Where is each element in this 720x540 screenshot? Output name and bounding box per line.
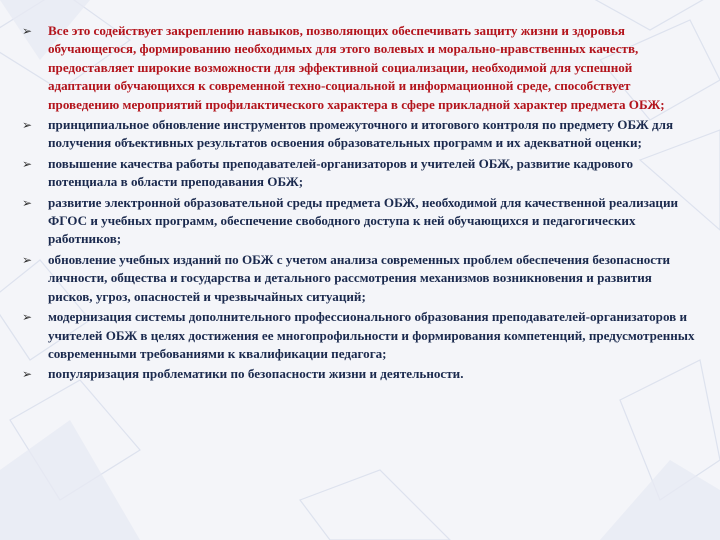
bullet-text: повышение качества работы преподавателей-организаторов и учителей ОБЖ, развитие кадрового потенциала в области преподавания ОБЖ; <box>48 155 634 190</box>
arrow-bullet-icon: ➢ <box>22 310 33 325</box>
arrow-bullet-icon: ➢ <box>22 195 33 210</box>
bullet-text: Все это содействует закреплению навыков, позволяющих обеспечивать защиту жизни и здоровья обучающегося, формированию необходимых для этого волевых и морально-нравственных качеств, предоставляет широкие возможности для эффективной социализации, необходимой для успешной адаптации обучающихся к современной техно-социальной и информационной среде, способствует проведению мероприятий профилактического характера в сфере прикладной характер предмета ОБЖ; <box>48 23 665 112</box>
bullet-text: модернизация системы дополнительного профессионального образования преподавателей-организаторов и учителей ОБЖ в целях достижения ее многопрофильности и формирования компетенций, предусмотренных современными требованиями к квалификации педагога; <box>48 309 695 361</box>
bullet-item <box>20 194 696 249</box>
arrow-bullet-icon: ➢ <box>22 156 33 171</box>
arrow-bullet-icon: ➢ <box>22 24 33 38</box>
bullet-text: принципиальное обновление инструментов промежуточного и итогового контроля по предмету ОБЖ для получения объективных результатов освоения образовательных программ и их адекватной оценки; <box>48 117 674 151</box>
bullet-item <box>20 251 696 306</box>
bullet-item <box>20 308 696 363</box>
bullet-text: популяризация проблематики по безопасности жизни и деятельности. <box>48 366 464 382</box>
bullet-item <box>20 116 696 153</box>
arrow-bullet-icon: ➢ <box>22 252 33 267</box>
arrow-bullet-icon: ➢ <box>22 367 33 382</box>
bullet-item <box>20 365 696 383</box>
bullet-item <box>20 155 696 192</box>
bullet-text: развитие электронной образовательной среды предмета ОБЖ, необходимой для качественной реализации ФГОС и учебных программ, обеспечение свободного доступа к ней обучающихся и педагогических работников; <box>48 194 679 247</box>
bullet-list <box>20 22 696 386</box>
bullet-text: обновление учебных изданий по ОБЖ с учетом анализа современных проблем обеспечения безопасности личности, общества и государства и детального рассмотрения механизмов возникновения и развития рисков, угроз, опасностей и чрезвычайных ситуаций; <box>48 251 671 304</box>
arrow-bullet-icon: ➢ <box>22 118 33 133</box>
bullet-item <box>20 22 696 114</box>
